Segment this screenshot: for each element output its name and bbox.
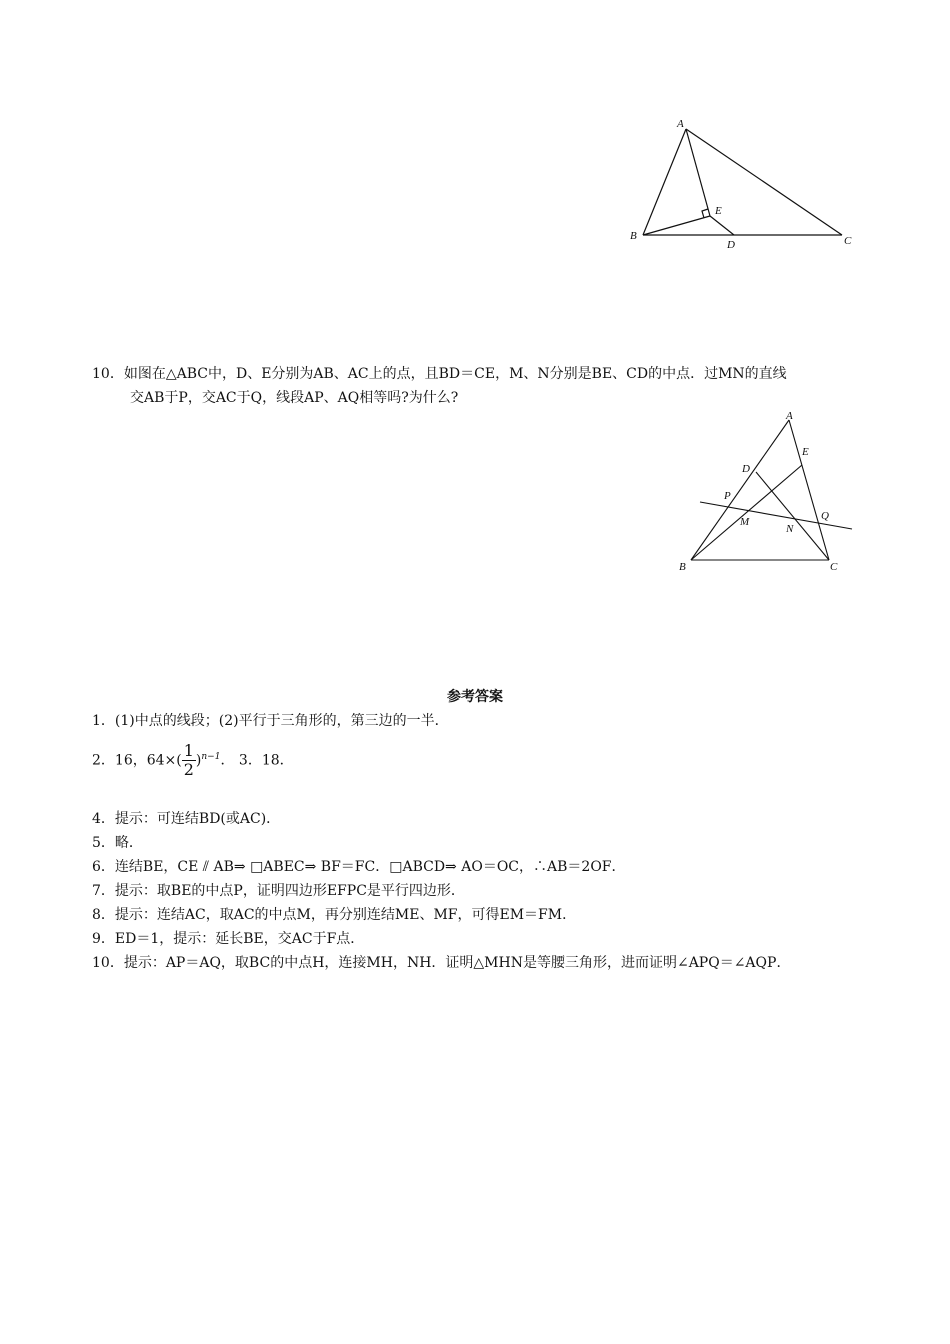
label-c: C: [844, 235, 852, 247]
fraction-one-half: $\frac{1}{2}$: [183, 741, 194, 780]
question-10: [92, 362, 787, 410]
figure-triangle-abc-right-angle: [620, 110, 870, 260]
seg-ac: [686, 129, 842, 235]
label-m: M: [740, 516, 750, 528]
question-10-line2: 交AB于P，交AC于Q，线段AP、AQ相等吗?为什么?: [130, 390, 459, 406]
label-e: E: [802, 446, 809, 458]
figure-triangle-midpoints: [670, 405, 870, 585]
label-c: C: [830, 561, 838, 573]
answer-9: 9．ED＝1，提示：延长BE，交AC于F点．: [92, 931, 365, 947]
seg-ab: [643, 129, 686, 235]
label-a: A: [677, 118, 684, 130]
seg-ac: [789, 420, 829, 560]
label-b: B: [679, 561, 686, 573]
seg-ab: [691, 420, 789, 560]
seg-ae: [686, 129, 710, 216]
answers-title: 参考答案: [447, 689, 503, 705]
answer-4: 4．提示：可连结BD(或AC)．: [92, 811, 281, 827]
label-q: Q: [821, 510, 829, 522]
label-a: A: [786, 410, 793, 422]
seg-be: [691, 465, 802, 560]
answer-7: 7．提示：取BE的中点P，证明四边形EFPC是平行四边形．: [92, 883, 465, 899]
label-d: D: [742, 463, 750, 475]
label-p: P: [724, 490, 731, 502]
answer-8: 8．提示：连结AC，取AC的中点M，再分别连结ME、MF，可得EM＝FM．: [92, 907, 577, 923]
seg-be: [643, 216, 710, 235]
label-e: E: [715, 205, 722, 217]
seg-cd: [756, 472, 829, 560]
label-b: B: [630, 230, 637, 242]
answer-1: 1．(1)中点的线段；(2)平行于三角形的，第三边的一半．: [92, 713, 449, 729]
answer-10: 10．提示：AP＝AQ，取BC的中点H，连接MH，NH．证明△MHN是等腰三角形，进而证明∠APQ＝∠AQP．: [92, 955, 791, 971]
seg-ed: [710, 216, 734, 235]
answer-6: 6．连结BE，CE ⫽ AB⇒ □ABEC⇒ BF＝FC．□ABCD⇒ AO＝OC，∴AB＝2OF．: [92, 859, 626, 875]
answer-5: 5．略．: [92, 835, 143, 851]
question-10-line1: 10．如图在△ABC中，D、E分别为AB、AC上的点，且BD＝CE，M、N分别是BE、CD的中点．过MN的直线: [92, 366, 787, 382]
label-d: D: [727, 239, 735, 251]
answer-2-3: 2．16，64×( $\frac{1}{2}$ )$^{n-1}$． 3．18．: [92, 741, 294, 780]
label-n: N: [786, 523, 794, 535]
